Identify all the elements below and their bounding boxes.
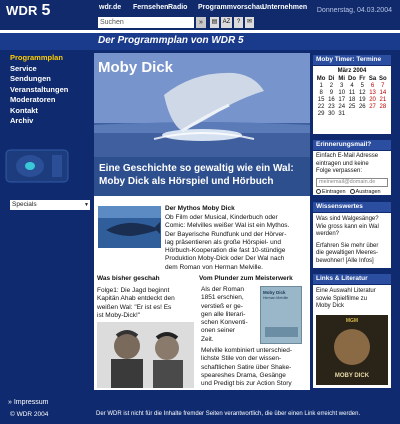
specials-select[interactable]	[10, 200, 90, 210]
text-line: schaftlichen Satire über Shake-	[201, 363, 292, 371]
whale-underwater-image	[98, 206, 161, 248]
hero-subtitle-line-1: Eine Geschichte so gewaltig wie ein Wal:	[99, 163, 294, 174]
calendar-day[interactable]: 22	[317, 104, 325, 110]
hero-subtitle-line-2: Moby Dick als Hörspiel und Hörbuch	[99, 176, 274, 187]
text-line: Melville kombiniert unterschied-	[201, 347, 293, 354]
az-index-button[interactable]: AZ	[221, 17, 232, 28]
text-line: Eine Auswahl Literatur	[316, 288, 376, 294]
sidebar-item-sendungen[interactable]: Sendungen	[10, 74, 51, 83]
reminder-unsubscribe-label: Austragen	[355, 188, 381, 195]
calendar-day[interactable]: 16	[328, 97, 335, 103]
text-line: Zeit.	[201, 335, 214, 343]
search-input[interactable]: Suchen	[98, 17, 194, 28]
wissen-box	[313, 213, 391, 268]
hero-banner	[94, 53, 310, 196]
text-line: sowie Spielfilme zu	[316, 295, 368, 302]
calendar-day[interactable]: 31	[338, 111, 346, 117]
text-line: eintragen und keine	[316, 160, 369, 167]
section-title-bisher[interactable]: Was bisher geschah	[97, 275, 160, 282]
nav-programmvorschau[interactable]: Programmvorschau	[198, 4, 265, 11]
disclaimer-text: Der WDR ist nicht für die Inhalte fremder Seiten verantwortlich, die über einen Link erreicht werden.	[96, 411, 361, 417]
page-title: Der Programmplan von WDR 5	[98, 35, 244, 46]
calendar-day[interactable]: 17	[338, 97, 346, 103]
calendar-day[interactable]: 14	[379, 90, 387, 96]
wissen-box-title: Wissenswertes	[313, 202, 391, 212]
reminder-box	[313, 151, 391, 195]
text-line: Comic: Melvilles weißer Wal ist ein Mythos.	[165, 222, 290, 230]
nav-unternehmen[interactable]: Unternehmen	[262, 4, 308, 11]
sidebar-item-kontakt[interactable]: Kontakt	[10, 105, 38, 115]
calendar-day[interactable]: 9	[329, 90, 334, 96]
text-line: Moby Dick	[316, 303, 345, 310]
text-line: Kapitän Ahab entdeckt den	[97, 295, 175, 303]
text-line: Was sind Walgesänge?	[316, 216, 379, 222]
sidebar-item-archiv[interactable]: Archiv	[10, 116, 34, 125]
calendar-day[interactable]: 19	[358, 97, 366, 103]
weekday-label: Do	[347, 76, 356, 82]
section-title-mythos[interactable]: Der Mythos Moby Dick	[165, 205, 235, 212]
actors-photo	[97, 322, 194, 388]
calendar-day[interactable]: 29	[317, 111, 325, 117]
impressum-link[interactable]: » Impressum	[8, 399, 49, 406]
speaker-graphic	[0, 140, 94, 192]
section-text-bisher	[97, 287, 175, 320]
weekday-label: So	[379, 76, 387, 82]
sidebar	[10, 53, 94, 127]
reminder-box-title: Erinnerungsmail?	[313, 140, 391, 150]
calendar-day[interactable]: 24	[338, 104, 346, 110]
main-content	[94, 53, 310, 390]
print-icon[interactable]: ▤	[210, 17, 219, 28]
logo-number: 5	[41, 2, 51, 19]
poster-title: MOBY DICK	[334, 373, 370, 379]
weekday-label: Sa	[368, 76, 377, 82]
nav-wdr-de[interactable]: wdr.de	[99, 4, 122, 11]
section-text-plunder-long	[201, 347, 292, 388]
reminder-subscribe-option[interactable]	[316, 189, 346, 195]
specials-value: Specials	[12, 201, 37, 208]
text-line: speareshes Drama, Gesänge	[201, 371, 286, 379]
reminder-subscribe-label: Eintragen	[322, 188, 346, 195]
reminder-unsubscribe-option[interactable]	[350, 189, 381, 195]
calendar-day[interactable]: 23	[328, 104, 335, 110]
weekday-label: Mo	[316, 76, 326, 82]
calendar-day[interactable]: 10	[338, 90, 346, 96]
calendar-day[interactable]: 18	[348, 97, 356, 103]
current-date: Donnerstag, 04.03.2004	[316, 7, 392, 14]
text-line: dem Roman von Herman Melville.	[165, 263, 263, 271]
section-text-mythos	[165, 214, 289, 272]
timer-box-title: Moby Timer: Termine	[313, 55, 391, 65]
book-cover-image	[260, 286, 302, 344]
calendar-month: März 2004	[337, 68, 367, 74]
wissen-text-2[interactable]	[313, 239, 391, 266]
sidebar-item-veranstaltungen[interactable]: Veranstaltungen	[10, 84, 69, 94]
text-line: Folge1: Die Jagd beginnt	[97, 287, 170, 294]
text-line: lag präsentieren als große Hörspiel- und	[165, 238, 281, 246]
wdr5-logo[interactable]	[6, 2, 51, 20]
text-line: weißen Wal: "Er ist es! Es	[97, 303, 172, 311]
copyright-text: © WDR 2004	[10, 411, 49, 418]
text-line: Einfach E-Mail Adresse	[316, 153, 379, 159]
text-line: Hörbuch-Kooperation die fast 10-stündige	[165, 247, 286, 255]
section-title-plunder[interactable]: Vom Plunder zum Meisterwerk	[199, 275, 293, 282]
calendar-day[interactable]: 30	[328, 111, 335, 117]
text-line: Ob Film oder Musical, Kinderbuch oder	[165, 214, 278, 221]
text-line: bewohner! [Alle Infos]	[316, 257, 374, 264]
calendar-day[interactable]: 1	[319, 83, 323, 89]
text-line: Als der Roman	[201, 286, 244, 293]
calendar-day[interactable]: 26	[358, 104, 366, 110]
calendar-day[interactable]: 27	[369, 104, 376, 110]
help-icon[interactable]: ?	[234, 17, 243, 28]
calendar-day[interactable]: 11	[348, 90, 356, 96]
sidebar-item-service[interactable]: Service	[10, 63, 37, 73]
text-line: lichste Stile von der wissen-	[201, 355, 282, 363]
mail-icon[interactable]: ✉	[245, 17, 254, 28]
poster-face	[334, 329, 370, 365]
poster-brand: MGM	[345, 318, 359, 324]
weekday-label: Mi	[338, 76, 346, 82]
radio-icon	[316, 189, 321, 194]
sidebar-item-moderatoren[interactable]: Moderatoren	[10, 95, 56, 104]
calendar-day[interactable]: 7	[381, 83, 385, 89]
text-line: verstieß er ge-	[201, 302, 243, 310]
calendar-day[interactable]: 6	[370, 83, 375, 89]
links-box-title: Links & Literatur	[313, 274, 391, 284]
text-line: 1851 erschien,	[201, 294, 244, 302]
text-line: Folge verpassen:	[316, 168, 363, 175]
calendar	[313, 66, 391, 134]
text-line: gen alle literari-	[201, 310, 246, 318]
calendar-day[interactable]: 8	[319, 90, 323, 96]
calendar-day[interactable]: 28	[379, 104, 387, 110]
weekday-label: Fr	[359, 76, 366, 82]
wissen-text-1[interactable]	[313, 213, 391, 239]
search-go-button[interactable]: »	[196, 17, 206, 28]
calendar-day[interactable]: 20	[369, 97, 376, 103]
nav-fernsehen[interactable]: Fernsehen	[133, 4, 169, 11]
weekday-label: Di	[328, 76, 335, 82]
chevron-down-icon: ▼	[84, 202, 89, 208]
calendar-day[interactable]: 3	[340, 83, 344, 89]
text-line: Wie gross kann ein Wal	[316, 223, 379, 230]
text-line: werden?	[316, 231, 340, 238]
text-line: Der Bayerische Rundfunk und der Hörver-	[165, 230, 287, 238]
text-line: schen Konventi-	[201, 319, 248, 327]
nav-radio[interactable]: Radio	[168, 4, 188, 11]
reminder-email-input[interactable]: meinemail@domain.de	[316, 178, 388, 187]
sidebar-item-programmplan[interactable]: Programmplan	[10, 53, 63, 62]
hero-title: Moby Dick	[98, 59, 174, 76]
text-line: Erfahren Sie mehr über	[316, 242, 379, 249]
calendar-day[interactable]: 5	[360, 83, 364, 89]
text-line: ist Moby-Dick!"	[97, 311, 141, 319]
calendar-day[interactable]: 21	[379, 97, 387, 103]
book-cover-art	[265, 327, 298, 337]
book-author: Herman Melville	[263, 296, 289, 300]
text-line: onen seiner	[201, 327, 235, 335]
calendar-grid	[316, 76, 388, 117]
calendar-day[interactable]: 13	[369, 90, 376, 96]
logo-text: WDR	[6, 3, 38, 18]
book-title: Moby Dick	[263, 290, 286, 295]
links-box	[313, 285, 391, 388]
text-line: und Predigt bis zur Action Story	[201, 380, 292, 388]
calendar-day[interactable]: 4	[350, 83, 354, 89]
reminder-options	[313, 187, 391, 197]
reminder-text	[313, 151, 391, 176]
calendar-day[interactable]: 15	[317, 97, 325, 103]
calendar-day[interactable]: 12	[358, 90, 366, 96]
radio-icon	[350, 189, 355, 194]
calendar-day[interactable]: 25	[348, 104, 356, 110]
links-text[interactable]	[313, 285, 391, 311]
section-text-plunder-short	[201, 286, 248, 344]
calendar-day[interactable]: 2	[329, 83, 334, 89]
text-line: die gewaltigen Meeres-	[316, 250, 379, 257]
movie-poster-image[interactable]	[316, 315, 388, 385]
text-line: Produktion Moby-Dick oder Der Wal nach	[165, 255, 285, 263]
